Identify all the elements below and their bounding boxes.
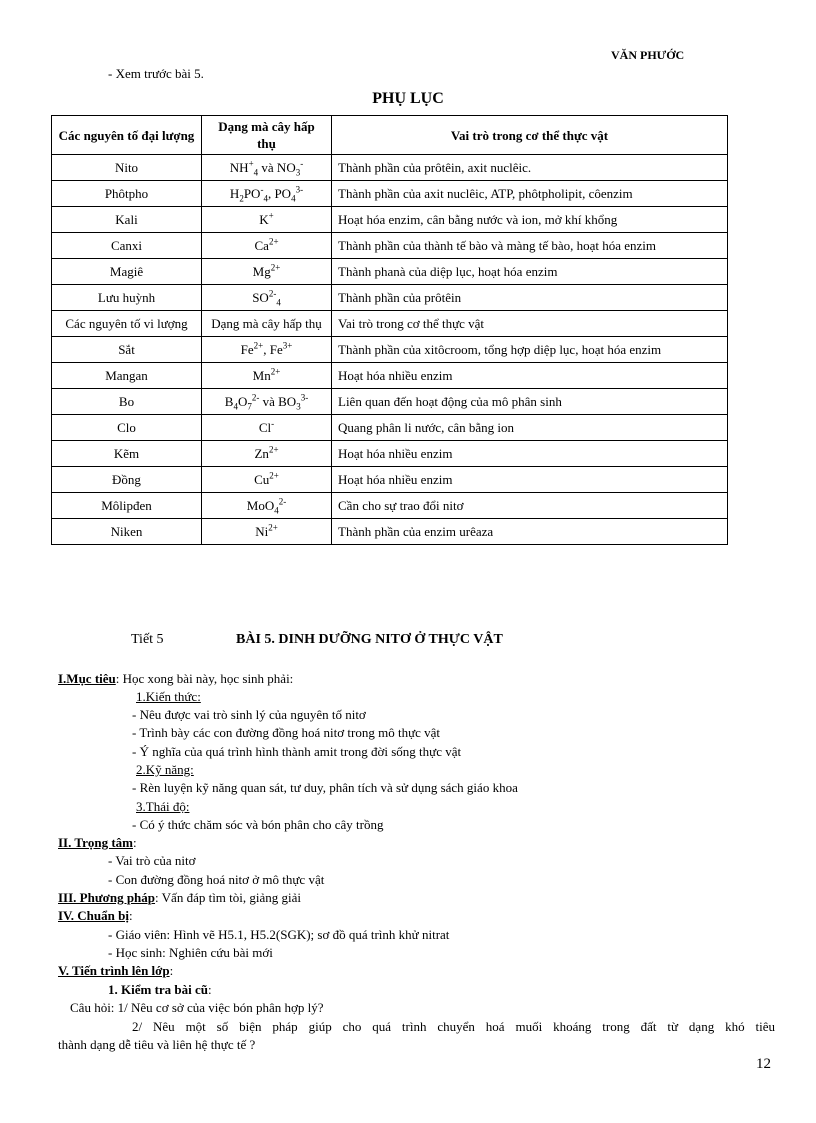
form-cell: $B_4O_7^{2-}$ và $BO_3^{3-}$ [202, 389, 332, 415]
form-cell: $Ni^{2+}$ [202, 519, 332, 545]
micro-header-element: Các nguyên tố vi lượng [52, 311, 202, 337]
preview-line: - Xem trước bài 5. [108, 66, 204, 81]
table-row [52, 259, 728, 285]
element-cell: Canxi [52, 233, 202, 259]
element-cell: Môlipđen [52, 493, 202, 519]
knowledge-label: 1.Kiến thức: [136, 689, 201, 704]
table-row [52, 233, 728, 259]
form-cell: $Cu^{2+}$ [202, 467, 332, 493]
question-1: Câu hỏi: 1/ Nêu cơ sở của việc bón phân hợp lý? [70, 1000, 324, 1015]
form-cell: MoO$_4^{2-}$ [202, 493, 332, 519]
focus-colon: : [133, 835, 137, 850]
element-cell: Sắt [52, 337, 202, 363]
form-cell: $Fe^{2+}$, $Fe^{3+}$ [202, 337, 332, 363]
form-cell: K+ [202, 207, 332, 233]
form-cell: $Mg^{2+}$ [202, 259, 332, 285]
element-cell: Phôtpho [52, 181, 202, 207]
nutrient-table [51, 115, 728, 545]
form-cell: $Mn^{2+}$ [202, 363, 332, 389]
table-row [52, 389, 728, 415]
knowledge-item: - Ý nghĩa của quá trình hình thành amit trong đời sống thực vật [132, 744, 462, 759]
role-cell: Thành phần của axit nuclêic, ATP, phôtpholipit, côenzim [332, 181, 728, 207]
form-cell: $Zn^{2+}$ [202, 441, 332, 467]
focus-line [58, 835, 137, 851]
check-label: 1. Kiểm tra bài cũ [108, 982, 209, 997]
lesson-number: Tiết 5 [131, 632, 164, 647]
prep-line [58, 908, 133, 924]
element-cell: Lưu huỳnh [52, 285, 202, 311]
role-cell: Hoạt hóa nhiều enzim [332, 363, 728, 389]
table-row [52, 415, 728, 441]
element-cell: Nito [52, 155, 202, 181]
role-cell: Hoạt hóa nhiều enzim [332, 467, 728, 493]
role-cell: Thành phần của prôtêin, axit nuclêic. [332, 155, 728, 181]
element-cell: Đồng [52, 467, 202, 493]
table-row [52, 467, 728, 493]
header-form: Dạng mà cây hấp thụ [202, 116, 332, 155]
knowledge-item: - Trình bày các con đường đồng hoá nitơ trong mô thực vật [132, 725, 441, 740]
check-colon: : [208, 982, 212, 997]
form-cell: $NH^+_4$ và $NO_3^-$ [202, 155, 332, 181]
role-cell: Hoạt hóa nhiều enzim [332, 441, 728, 467]
micro-header-role: Vai trò trong cơ thể thực vật [332, 311, 728, 337]
prep-item: - Giáo viên: Hình vẽ H5.1, H5.2(SGK); sơ đồ quá trình khử nitrat [108, 927, 450, 942]
element-cell: Clo [52, 415, 202, 441]
table-row [52, 207, 728, 233]
process-colon: : [169, 963, 174, 978]
objectives-line [58, 671, 293, 687]
skills-label: 2.Kỹ năng: [136, 762, 194, 777]
table-header-row [52, 116, 728, 155]
table-row [52, 181, 728, 207]
skills-item: - Rèn luyện kỹ năng quan sát, tư duy, phân tích và sử dụng sách giáo khoa [132, 780, 518, 795]
table-row [52, 493, 728, 519]
author-header: VĂN PHƯỚC [611, 48, 685, 62]
method-label: III. Phương pháp [58, 890, 156, 905]
table-row [52, 519, 728, 545]
table-row [52, 337, 728, 363]
micro-header-row [52, 311, 728, 337]
role-cell: Quang phân li nước, cân bằng ion [332, 415, 728, 441]
appendix-title: PHỤ LỤC [372, 90, 444, 107]
page-number: 12 [756, 1056, 771, 1072]
focus-label: II. Trọng tâm [58, 835, 133, 850]
role-cell: Liên quan đến hoạt động của mô phân sinh [332, 389, 728, 415]
knowledge-item: - Nêu được vai trò sinh lý của nguyên tố nitơ [132, 707, 366, 722]
process-line [58, 963, 173, 979]
role-cell: Thành phần của thành tế bào và màng tế bào, hoạt hóa enzim [332, 233, 728, 259]
prep-label: IV. Chuẩn bị [58, 908, 129, 923]
element-cell: Niken [52, 519, 202, 545]
focus-item: - Vai trò của nitơ [108, 853, 196, 868]
table-row [52, 155, 728, 181]
element-cell: Kẽm [52, 441, 202, 467]
form-cell: $SO^{2-}_4$ [202, 285, 332, 311]
element-cell: Bo [52, 389, 202, 415]
form-cell: $Ca^{2+}$ [202, 233, 332, 259]
micro-header-form: Dạng mà cây hấp thụ [202, 311, 332, 337]
objectives-label: I.Mục tiêu [58, 671, 116, 686]
method-line [58, 890, 301, 906]
question-2-line1: 2/ Nêu một số biện pháp giúp cho quá trình chuyển hoá muối khoáng trong đất từ dạng khó tiêu [132, 1019, 775, 1034]
lesson-title: BÀI 5. DINH DƯỠNG NITƠ Ở THỰC VẬT [236, 632, 503, 647]
prep-item: - Học sinh: Nghiên cứu bài mới [108, 945, 273, 960]
header-element: Các nguyên tố đại lượng [52, 116, 202, 155]
element-cell: Magiê [52, 259, 202, 285]
prep-colon: : [128, 908, 133, 923]
role-cell: Hoạt hóa enzim, cân bằng nước và ion, mở khí khổng [332, 207, 728, 233]
element-cell: Mangan [52, 363, 202, 389]
role-cell: Thành phần của xitôcroom, tổng hợp diệp lục, hoạt hóa enzim [332, 337, 728, 363]
question-2-line2: thành dạng dễ tiêu và liên hệ thực tế ? [58, 1037, 256, 1052]
table-row [52, 285, 728, 311]
header-role: Vai trò trong cơ thể thực vật [332, 116, 728, 155]
form-cell: $H_2PO^-_4$, $PO_4^{3-}$ [202, 181, 332, 207]
check-line [108, 982, 212, 998]
table-row [52, 441, 728, 467]
method-text: : Vấn đáp tìm tòi, giảng giải [155, 890, 302, 905]
role-cell: Cần cho sự trao đổi nitơ [332, 493, 728, 519]
attitude-label: 3.Thái độ: [136, 799, 190, 814]
focus-item: - Con đường đồng hoá nitơ ở mô thực vật [108, 872, 325, 887]
role-cell: Thành phần của prôtêin [332, 285, 728, 311]
attitude-item: - Có ý thức chăm sóc và bón phân cho cây trồng [132, 817, 384, 832]
table-row [52, 363, 728, 389]
form-cell: Cl- [202, 415, 332, 441]
role-cell: Thành phần của enzim urêaza [332, 519, 728, 545]
process-label: V. Tiến trình lên lớp [58, 963, 170, 978]
element-cell: Kali [52, 207, 202, 233]
role-cell: Thành phanà của diệp lục, hoạt hóa enzim [332, 259, 728, 285]
objectives-intro: : Học xong bài này, học sinh phải: [115, 671, 294, 686]
